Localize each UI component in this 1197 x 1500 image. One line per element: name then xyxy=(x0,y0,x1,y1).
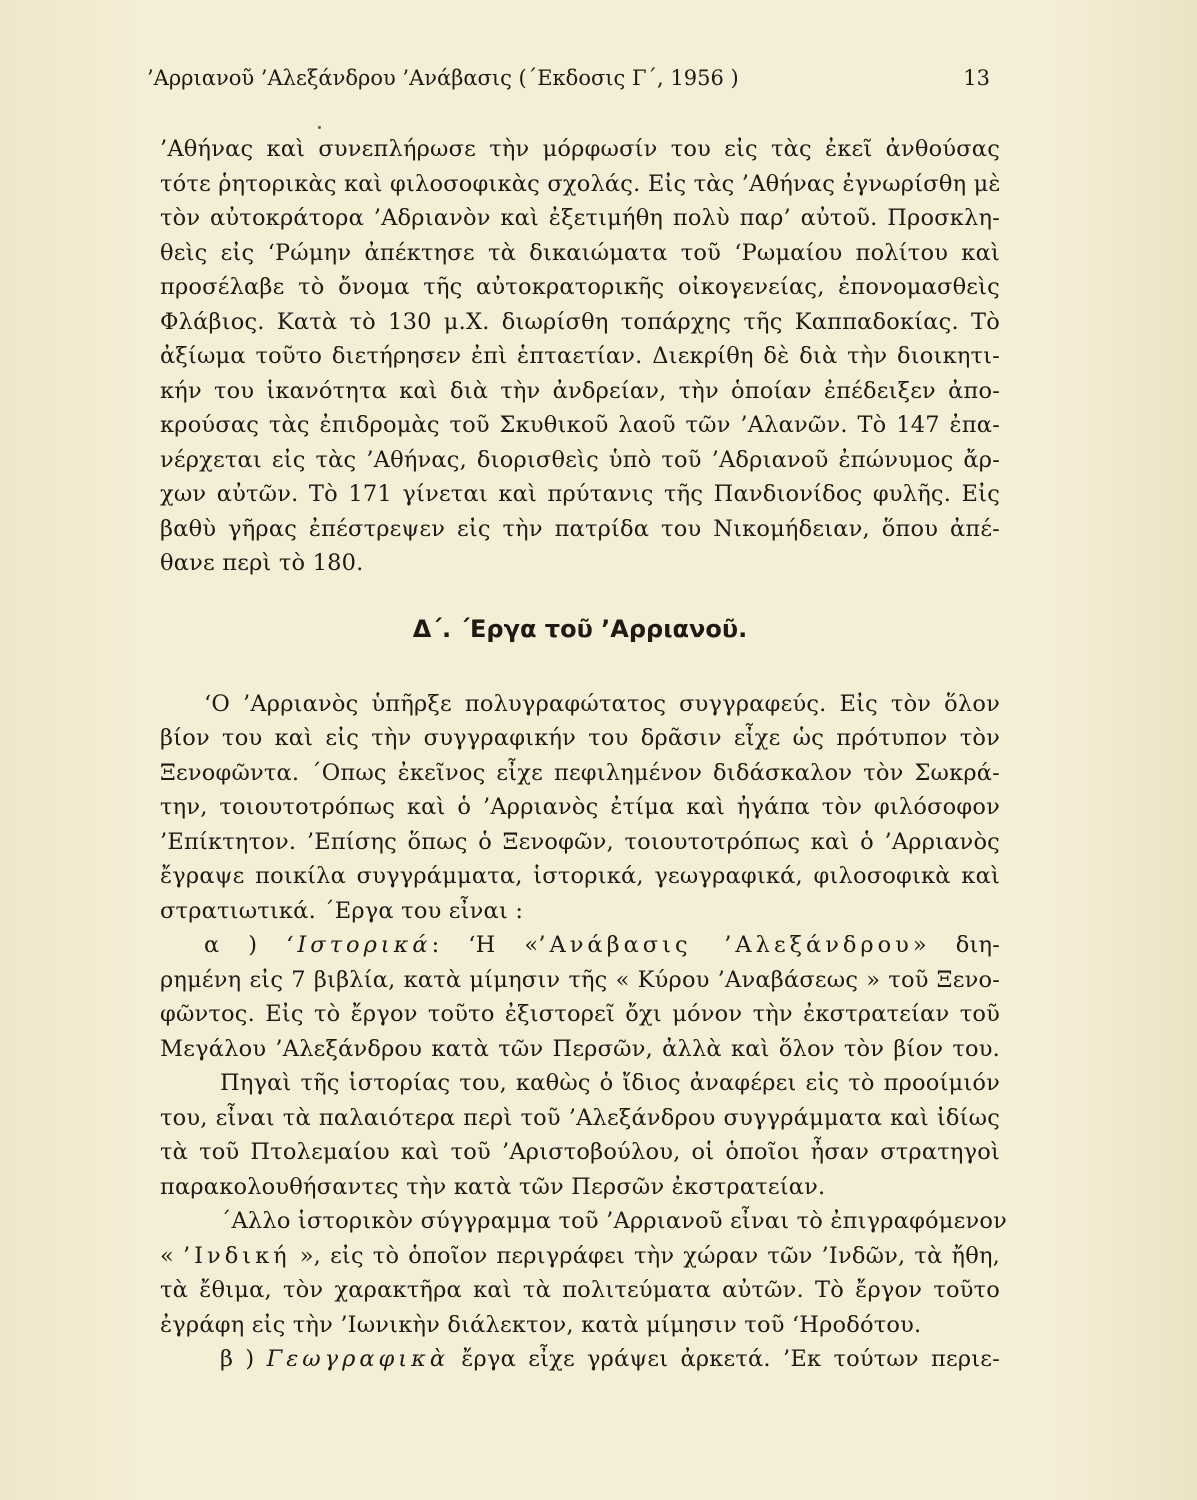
ink-speck xyxy=(318,126,321,129)
item-marker: α ) xyxy=(204,932,258,958)
item-intro: ‘Η « xyxy=(468,932,539,958)
paragraph-works xyxy=(160,687,1000,929)
text-line: την, τοιουτοτρόπως καὶ ὁ ’Αρριανὸς ἐτίμα καὶ ἠγάπα τὸν φιλόσοφον xyxy=(160,794,1000,820)
text-line: Μεγάλου ’Αλεξάνδρου κατὰ τῶν Περσῶν, ἀλλὰ καὶ ὅλον τὸν βίον του. xyxy=(160,1035,1000,1062)
text-line: Πηγαὶ τῆς ἱστορίας του, καθὼς ὁ ἴδιος ἀναφέρει εἰς τὸ προοίμιόν xyxy=(220,1070,1000,1096)
text-line: ‘Ο ’Αρριανὸς ὑπῆρξε πολυγραφώτατος συγγραφεύς. Εἰς τὸν ὅλον xyxy=(204,690,1000,717)
text-line: κήν του ἱκανότητα καὶ διὰ τὴν ἀνδρείαν, τὴν ὁποίαν ἐπέδειξεν ἀπο- xyxy=(160,377,1000,404)
paragraph-indike xyxy=(160,1204,1007,1342)
quote-open: « xyxy=(160,1242,174,1269)
item-marker: β ) xyxy=(220,1346,255,1372)
text-line: κρούσας τὰς ἐπιδρομὰς τοῦ Σκυθικοῦ λαοῦ τῶν ’Αλανῶν. Τὸ 147 ἐπα- xyxy=(160,412,1000,438)
text-line: Ξενοφῶντα. ΄Οπως ἐκεῖνος εἶχε πεφιλημένον διδάσκαλον τὸν Σωκρά- xyxy=(160,759,1000,786)
text-line: ἀξίωμα τοῦτο διετήρησεν ἐπὶ ἑπταετίαν. Διεκρίθη δὲ διὰ τὴν διοικητι- xyxy=(160,343,1000,369)
work-title: ’Ανάβασις ’Αλεξάνδρου xyxy=(538,932,913,958)
text-line: ’Αθήνας καὶ συνεπλήρωσε τὴν μόρφωσίν του εἰς τὰς ἐκεῖ ἀνθούσας xyxy=(160,136,1000,162)
item-label: Γεωγραφικὰ xyxy=(266,1346,450,1372)
text-line: θεὶς εἰς ‘Ρώμην ἀπέκτησε τὰ δικαιώματα τοῦ ‘Ρωμαίου πολίτου καὶ xyxy=(160,239,1000,266)
paragraph-sources xyxy=(160,1066,1000,1204)
text-line: ἔγραψε ποικίλα συγγράμματα, ἱστορικά, γεωγραφικά, φιλοσοφικὰ καὶ xyxy=(160,863,1000,889)
paragraph-biography xyxy=(160,132,1000,581)
text-line: ’Επίκτητον. ’Επίσης ὅπως ὁ Ξενοφῶν, τοιουτοτρόπως καὶ ὁ ’Αρριανὸς xyxy=(160,828,1000,855)
text-line: παρακολουθήσαντες τὴν κατὰ τῶν Περσῶν ἐκστρατείαν. xyxy=(160,1173,826,1200)
text-line xyxy=(160,1342,1000,1377)
header-title: ’Αρριανοῦ ’Αλεξάνδρου ’Ανάβασις (΄Εκδοσις Γ΄, 1956 ) xyxy=(147,66,739,90)
text-line: ΄Αλλο ἱστορικὸν σύγγραμμα τοῦ ’Αρριανοῦ εἶναι τὸ ἐπιγραφόμενον xyxy=(220,1208,1007,1234)
text-line: βίον του καὶ εἰς τὴν συγγραφικήν του δρᾶσιν εἶχε ὡς πρότυπον τὸν xyxy=(160,725,1000,751)
text-line: τὰ ἔθιμα, τὸν χαρακτῆρα καὶ τὰ πολιτεύματα αὐτῶν. Τὸ ἔργον τοῦτο xyxy=(160,1277,1000,1303)
item-label: ‘Ιστορικά xyxy=(286,932,432,958)
line-rest: », εἰς τὸ ὁποῖον περιγράφει τὴν χώραν τῶν ’Ινδῶν, τὰ ἤθη, xyxy=(299,1242,1000,1269)
text-line: τὰ τοῦ Πτολεμαίου καὶ τοῦ ’Αριστοβούλου, οἱ ὁποῖοι ἦσαν στρατηγοὶ xyxy=(160,1139,1000,1165)
text-line: τότε ῥητορικὰς καὶ φιλοσοφικὰς σχολάς. Εἰς τὰς ’Αθήνας ἐγνωρίσθη μὲ xyxy=(160,170,1001,197)
text-line: χων αὐτῶν. Τὸ 171 γίνεται καὶ πρύτανις τῆς Πανδιονίδος φυλῆς. Εἰς xyxy=(160,481,1000,507)
line-rest: ἔργα εἶχε γράψει ἀρκετά. ’Εκ τούτων περιε- xyxy=(461,1346,1000,1372)
work-title: ’Ινδική xyxy=(183,1242,291,1269)
running-header xyxy=(147,62,990,94)
text-line: ρημένη εἰς 7 βιβλία, κατὰ μίμησιν τῆς « Κύρου ’Αναβάσεως » τοῦ Ξενο- xyxy=(160,966,1000,993)
section-heading: Δ΄. ΄Εργα τοῦ ’Αρριανοῦ. xyxy=(412,614,748,643)
text-line: νέρχεται εἰς τὰς ’Αθήνας, διορισθεὶς ὑπὸ τοῦ ’Αδριανοῦ ἐπώνυμος ἄρ- xyxy=(160,446,1000,473)
page-number: 13 xyxy=(963,66,990,90)
text-line: Φλάβιος. Κατὰ τὸ 130 μ.Χ. διωρίσθη τοπάρχης τῆς Καππαδοκίας. Τὸ xyxy=(160,308,1000,335)
item-geographical xyxy=(160,1342,1000,1377)
item-colon: : xyxy=(431,932,440,958)
item-tail: » διη- xyxy=(912,932,1000,958)
text-line: βαθὺ γῆρας ἐπέστρεψεν εἰς τὴν πατρίδα του Νικομήδειαν, ὅπου ἀπέ- xyxy=(160,515,1000,542)
text-line: θανε περὶ τὸ 180. xyxy=(160,550,364,576)
text-line xyxy=(160,1239,1000,1274)
text-line: προσέλαβε τὸ ὄνομα τῆς αὐτοκρατορικῆς οἰκογενείας, ἐπονομασθεὶς xyxy=(160,274,1000,300)
main-text xyxy=(160,132,1007,1377)
text-line: στρατιωτικά. ΄Εργα του εἶναι : xyxy=(160,897,524,924)
text-line: ἐγράφη εἰς τὴν ’Ιωνικὴν διάλεκτον, κατὰ μίμησιν τοῦ ‘Ηροδότου. xyxy=(160,1311,922,1338)
text-line: του, εἶναι τὰ παλαιότερα περὶ τοῦ ’Αλεξάνδρου συγγράμματα καὶ ἰδίως xyxy=(160,1104,1000,1131)
text-line xyxy=(160,928,1000,963)
text-line: φῶντος. Εἰς τὸ ἔργον τοῦτο ἐξιστορεῖ ὄχι μόνον τὴν ἐκστρατείαν τοῦ xyxy=(160,1001,1000,1027)
item-historical xyxy=(160,928,1000,1066)
text-line: τὸν αὐτοκράτορα ’Αδριανὸν καὶ ἐξετιμήθη πολὺ παρ’ αὐτοῦ. Προσκλη- xyxy=(160,205,1000,231)
